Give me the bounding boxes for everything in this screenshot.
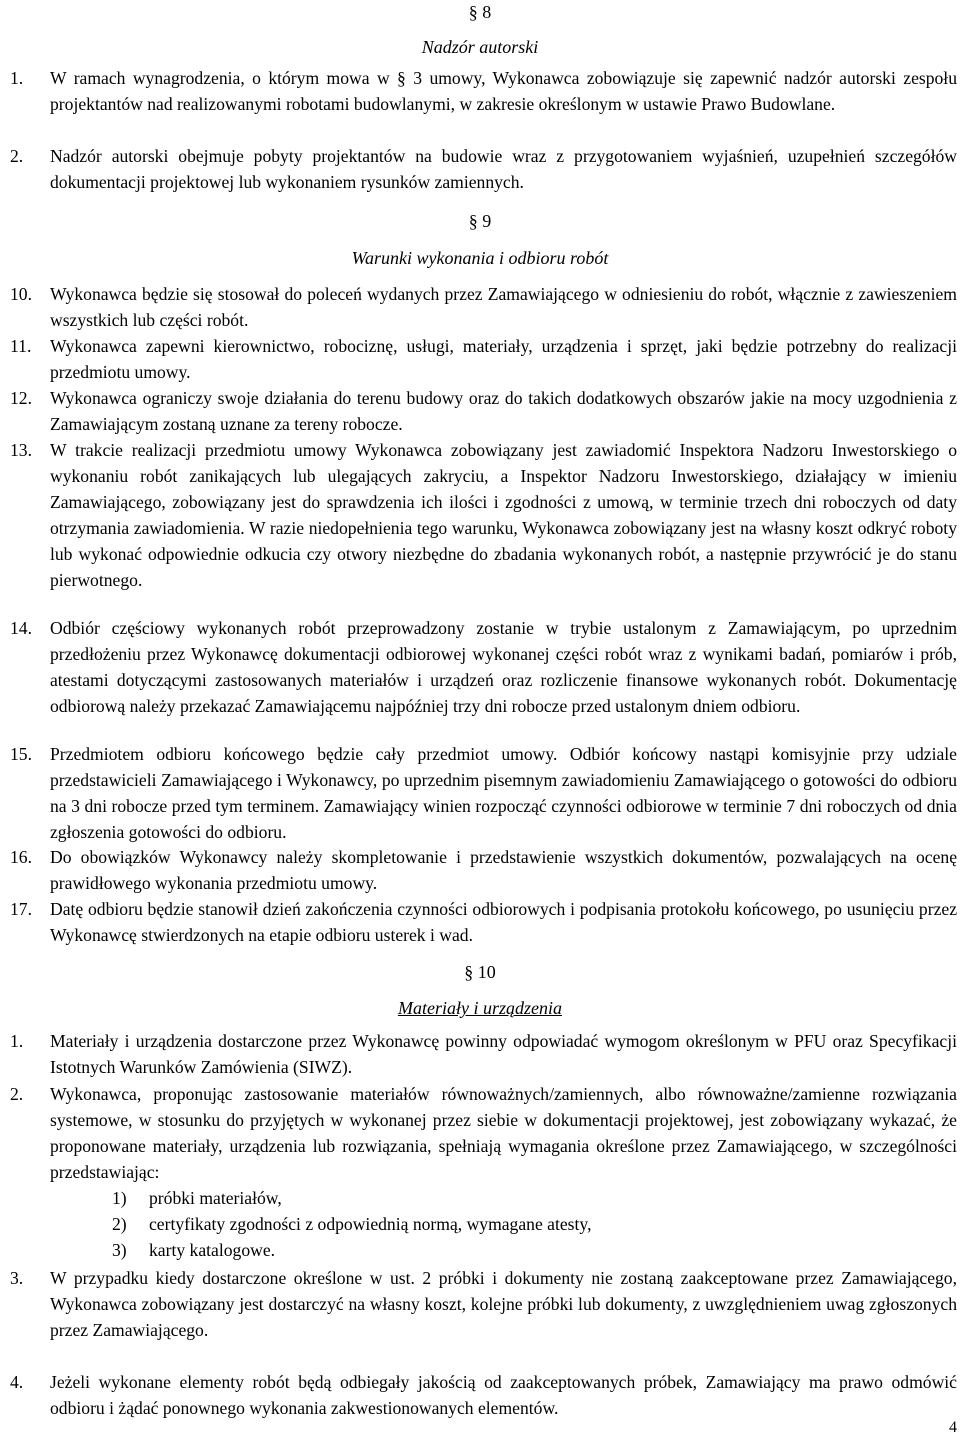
- item-number: 10.: [10, 284, 32, 304]
- item-text: Do obowiązków Wykonawcy należy skompletowanie i przedstawienie wszystkich dokumentów, pozwalających na ocenę prawidłowego wykonania przedmiotu umowy.: [50, 847, 957, 893]
- item-number: 14.: [10, 618, 32, 638]
- item-number: 16.: [10, 847, 32, 867]
- item-number: 17.: [10, 899, 32, 919]
- sub-item-text: próbki materiałów,: [149, 1188, 282, 1208]
- section-9-header: § 9: [468, 211, 492, 231]
- item-number: 13.: [10, 440, 32, 460]
- sub-item-text: karty katalogowe.: [149, 1240, 276, 1260]
- item-text: Materiały i urządzenia dostarczone przez Wykonawcę powinny odpowiadać wymogom określonym w PFU oraz Specyfikacji Istotnych Warunków Zamówienia (SIWZ).: [50, 1031, 957, 1077]
- item-number: 1.: [10, 1031, 24, 1051]
- section-9-title: Warunki wykonania i odbioru robót: [351, 248, 609, 268]
- sub-item-number: 3): [112, 1240, 127, 1260]
- item-number: 3.: [10, 1268, 24, 1288]
- item-text: W trakcie realizacji przedmiotu umowy Wykonawca zobowiązany jest zawiadomić Inspektora Nadzoru Inwestorskiego o wykonaniu robót zanikających lub ulegających zakryciu, a Inspektor Nadzoru Inwestorskiego, działający w imieniu Zamawiającego, zobowiązany jest do sprawdzenia ich ilości i zgodności z umową, w terminie trzech dni roboczych od daty otrzymania zawiadomienia. W razie niedopełnienia tego warunku, Wykonawca zobowiązany jest na własny koszt odkryć roboty lub wykonać odpowiednie odkucia czy otwory niezbędne do zbadania wykonanych robót, a następnie przywrócić je do stanu pierwotnego.: [50, 440, 957, 590]
- sub-item-number: 1): [112, 1188, 127, 1208]
- item-text: Odbiór częściowy wykonanych robót przeprowadzony zostanie w trybie ustalonym z Zamawiającym, po uprzednim przedłożeniu przez Wykonawcę dokumentacji odbiorowej wykonanej części robót wraz z wynikami badań, pomiarów i prób, atestami dotyczącymi zastosowanych materiałów i urządzeń oraz rozliczenie finansowe wykonanych robót. Dokumentację odbiorową należy przekazać Zamawiającemu najpóźniej trzy dni robocze przed ustalonym dniem odbioru.: [50, 618, 957, 716]
- item-text: Wykonawca, proponując zastosowanie materiałów równoważnych/zamiennych, albo równoważne/zamienne rozwiązania systemowe, w stosunku do przyjętych w wykonanej przez siebie w dokumentacji projektowej, jest zobowiązany wykazać, że proponowane materiały, urządzenia lub rozwiązania, spełniają wymagania określone przez Zamawiającego, w szczególności przedstawiając:: [50, 1084, 957, 1182]
- item-text: Wykonawca ograniczy swoje działania do terenu budowy oraz do takich dodatkowych obszarów jakie na mocy uzgodnienia z Zamawiającym zostaną uznane za tereny robocze.: [50, 388, 957, 434]
- item-text: Przedmiotem odbioru końcowego będzie cały przedmiot umowy. Odbiór końcowy nastąpi komisyjnie przy udziale przedstawicieli Zamawiającego i Wykonawcy, po uprzednim pisemnym zawiadomieniu Zamawiającego o gotowości do odbioru na 3 dni robocze przed tym terminem. Zamawiający winien rozpocząć czynności odbiorowe w terminie 7 dni roboczych od dnia zgłoszenia gotowości do odbioru.: [50, 744, 957, 842]
- item-text: Jeżeli wykonane elementy robót będą odbiegały jakością od zaakceptowanych próbek, Zamawiający ma prawo odmówić odbioru i żądać ponownego wykonania zakwestionowanych elementów.: [50, 1372, 957, 1418]
- sub-item-text: certyfikaty zgodności z odpowiednią normą, wymagane atesty,: [149, 1214, 592, 1234]
- item-text: Datę odbioru będzie stanowił dzień zakończenia czynności odbiorowych i podpisania protokołu końcowego, po usunięciu przez Wykonawcę stwierdzonych na etapie odbioru usterek i wad.: [50, 899, 957, 945]
- item-text: Nadzór autorski obejmuje pobyty projektantów na budowie wraz z przygotowaniem wyjaśnień, uzupełnień szczegółów dokumentacji projektowej lub wykonaniem rysunków zamiennych.: [50, 146, 957, 192]
- item-number: 11.: [10, 336, 32, 356]
- item-text: Wykonawca zapewni kierownictwo, robociznę, usługi, materiały, urządzenia i sprzęt, jaki będzie potrzebny do realizacji przedmiotu umowy.: [50, 336, 957, 382]
- section-8-title: Nadzór autorski: [421, 37, 539, 57]
- page-number: 4: [949, 1419, 957, 1436]
- section-8-header: § 8: [468, 2, 492, 22]
- item-text: W przypadku kiedy dostarczone określone w ust. 2 próbki i dokumenty nie zostaną zaakceptowane przez Zamawiającego, Wykonawca zobowiązany jest dostarczyć na własny koszt, kolejne próbki lub dokumenty, z uwzględnieniem uwag zgłoszonych przez Zamawiającego.: [50, 1268, 957, 1340]
- item-number: 12.: [10, 388, 32, 408]
- item-number: 2.: [10, 1084, 24, 1104]
- item-number: 1.: [10, 68, 24, 88]
- item-text: Wykonawca będzie się stosował do poleceń wydanych przez Zamawiającego w odniesieniu do robót, włącznie z zawieszeniem wszystkich lub części robót.: [50, 284, 957, 330]
- sub-item-number: 2): [112, 1214, 127, 1234]
- item-number: 15.: [10, 744, 32, 764]
- item-text: W ramach wynagrodzenia, o którym mowa w § 3 umowy, Wykonawca zobowiązuje się zapewnić nadzór autorski zespołu projektantów nad realizowanymi robotami budowlanymi, w zakresie określonym w ustawie Prawo Budowlane.: [50, 68, 957, 114]
- section-10-header: § 10: [464, 962, 496, 982]
- item-number: 2.: [10, 146, 24, 166]
- item-number: 4.: [10, 1372, 24, 1392]
- section-10-title: Materiały i urządzenia: [398, 998, 562, 1018]
